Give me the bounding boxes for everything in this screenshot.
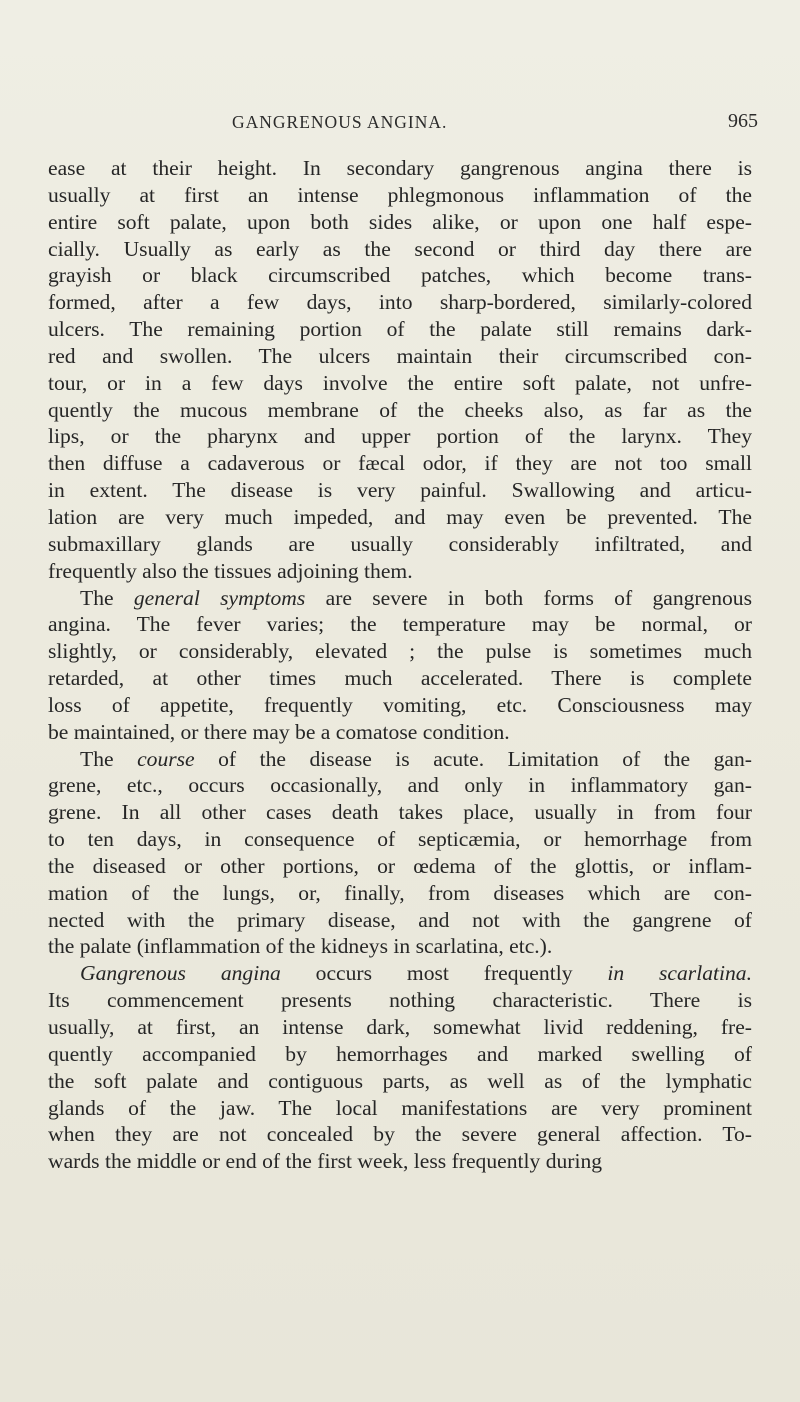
text-line — [48, 692, 752, 719]
text-segment: when they are not concealed by the severe general affection. To- — [48, 1122, 752, 1147]
text-line — [48, 933, 752, 960]
text-segment: are severe in both forms of gangrenous — [305, 585, 752, 610]
text-segment: quently the mucous membrane of the cheeks also, as far as the — [48, 397, 752, 422]
text-segment: then diffuse a cadaverous or fæcal odor, if they are not too small — [48, 451, 752, 476]
text-line — [48, 1041, 752, 1068]
text-segment: loss of appetite, frequently vomiting, etc. Consciousness may — [48, 692, 752, 717]
text-segment: quently accompanied by hemorrhages and marked swelling of — [48, 1041, 752, 1066]
text-line — [48, 665, 752, 692]
text-segment: cially. Usually as early as the second or third day there are — [48, 236, 752, 261]
text-line — [48, 289, 752, 316]
text-segment: glands of the jaw. The local manifestations are very prominent — [48, 1095, 752, 1120]
italic-text: in scarlatina. — [607, 961, 752, 986]
text-line — [48, 316, 752, 343]
text-segment: frequently also the tissues adjoining them. — [48, 558, 413, 583]
text-line — [48, 1148, 752, 1175]
italic-text: Gangrenous angina — [80, 961, 281, 986]
text-line — [48, 182, 752, 209]
text-segment: ease at their height. In secondary gangrenous angina there is — [48, 156, 752, 180]
text-line — [48, 236, 752, 263]
text-line — [48, 1068, 752, 1095]
text-line — [48, 1014, 752, 1041]
text-line — [48, 880, 752, 907]
text-segment: usually, at first, an intense dark, somewhat livid reddening, fre- — [48, 1015, 752, 1039]
text-line — [48, 1095, 752, 1122]
text-segment: in extent. The disease is very painful. Swallowing and articu- — [48, 478, 752, 503]
page-header — [48, 112, 800, 142]
text-segment: red and swollen. The ulcers maintain their circumscribed con- — [48, 343, 752, 368]
text-segment: entire soft palate, upon both sides alike, or upon one half espe- — [48, 209, 752, 234]
text-segment: formed, after a few days, into sharp-bordered, similarly-colored — [48, 290, 752, 315]
text-segment: The — [80, 746, 138, 771]
text-line — [48, 799, 752, 826]
text-segment: be maintained, or there may be a comatose condition. — [48, 719, 510, 744]
text-line — [48, 826, 752, 853]
text-line — [48, 907, 752, 934]
text-segment: the palate (inflammation of the kidneys in scarlatina, etc.). — [48, 934, 553, 959]
page-number: 965 — [728, 110, 758, 132]
text-line — [48, 611, 752, 638]
italic-text: course — [137, 746, 195, 771]
text-line — [48, 558, 752, 585]
text-line — [48, 423, 752, 450]
text-segment: usually at first an intense phlegmonous inflammation of the — [48, 182, 752, 207]
text-line — [48, 531, 752, 558]
text-line — [48, 960, 752, 987]
text-segment: of the disease is acute. Limitation of the gan- — [194, 746, 752, 771]
text-segment: occurs most frequently — [280, 961, 608, 986]
text-line — [48, 987, 752, 1014]
text-segment: nected with the primary disease, and not with the gangrene of — [48, 907, 752, 932]
text-line — [48, 504, 752, 531]
body-text — [48, 155, 752, 1175]
text-segment: slightly, or considerably, elevated ; the pulse is sometimes much — [48, 639, 752, 664]
text-segment: wards the middle or end of the first week, less frequently during — [48, 1149, 603, 1174]
italic-text: general symptoms — [133, 585, 306, 610]
text-line — [48, 772, 752, 799]
text-line — [48, 746, 752, 773]
text-line — [48, 343, 752, 370]
text-line — [48, 719, 752, 746]
text-line — [48, 397, 752, 424]
text-segment: submaxillary glands are usually considerably infiltrated, and — [48, 531, 752, 556]
running-head: GANGRENOUS ANGINA. — [232, 112, 448, 132]
text-segment: the soft palate and contiguous parts, as well as of the lymphatic — [48, 1068, 752, 1093]
text-segment: lation are very much impeded, and may even be prevented. The — [48, 504, 752, 529]
text-line — [48, 477, 752, 504]
text-segment: Its commencement presents nothing characteristic. There is — [48, 988, 752, 1013]
text-line — [48, 450, 752, 477]
text-segment: grene. In all other cases death takes place, usually in from four — [48, 800, 752, 825]
text-segment: to ten days, in consequence of septicæmia, or hemorrhage from — [48, 827, 752, 852]
text-segment: grene, etc., occurs occasionally, and only in inflammatory gan- — [48, 773, 752, 798]
text-line — [48, 370, 752, 397]
text-line — [48, 209, 752, 236]
text-segment: lips, or the pharynx and upper portion of the larynx. They — [48, 424, 752, 449]
text-line — [48, 262, 752, 289]
text-segment: The — [80, 585, 134, 610]
text-segment: ulcers. The remaining portion of the palate still remains dark- — [48, 317, 752, 342]
text-segment: retarded, at other times much accelerated. There is complete — [48, 666, 752, 691]
text-line — [48, 585, 752, 612]
text-line — [48, 638, 752, 665]
text-segment: mation of the lungs, or, finally, from diseases which are con- — [48, 880, 752, 905]
text-line — [48, 853, 752, 880]
text-segment: tour, or in a few days involve the entire soft palate, not unfre- — [48, 370, 752, 395]
text-segment: grayish or black circumscribed patches, which become trans- — [48, 263, 752, 288]
text-segment: angina. The fever varies; the temperature may be normal, or — [48, 612, 752, 637]
text-segment: the diseased or other portions, or œdema of the glottis, or inflam- — [48, 853, 752, 878]
text-line — [48, 155, 752, 182]
text-line — [48, 1121, 752, 1148]
